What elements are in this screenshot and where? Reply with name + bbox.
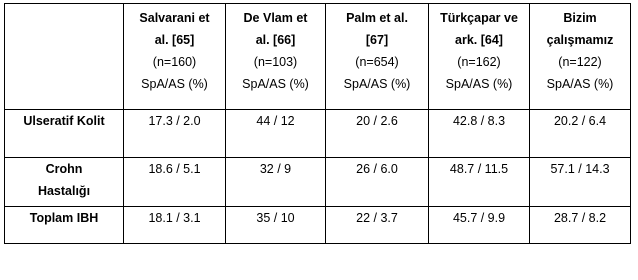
corner-cell xyxy=(5,4,124,110)
column-header-salvarani xyxy=(124,4,226,110)
row-label-line1: Ulseratif Kolit xyxy=(23,114,105,128)
table-cell: 18.6 / 5.1 xyxy=(124,158,226,207)
column-metric: SpA/AS (%) xyxy=(546,77,614,91)
row-label xyxy=(5,207,124,244)
table-cell: 57.1 / 14.3 xyxy=(530,158,631,207)
column-metric: SpA/AS (%) xyxy=(343,77,411,91)
column-metric: SpA/AS (%) xyxy=(242,77,309,91)
table-cell: 26 / 6.0 xyxy=(326,158,429,207)
table-cell: 35 / 10 xyxy=(226,207,326,244)
column-title-line1: Salvarani et xyxy=(139,11,210,25)
table-cell: 28.7 / 8.2 xyxy=(530,207,631,244)
table-cell: 20.2 / 6.4 xyxy=(530,110,631,158)
column-header-palm xyxy=(326,4,429,110)
column-sample-size: (n=162) xyxy=(457,55,501,69)
column-title-line1: Palm et al. xyxy=(346,11,408,25)
column-title-line2: al. [66] xyxy=(255,33,296,47)
column-sample-size: (n=160) xyxy=(152,55,197,69)
column-sample-size: (n=654) xyxy=(355,55,399,69)
row-label-line1: Crohn xyxy=(45,162,83,176)
table-cell: 32 / 9 xyxy=(226,158,326,207)
column-title-line1: Bizim xyxy=(563,11,597,25)
table-row-crohn xyxy=(5,158,631,207)
table-cell: 17.3 / 2.0 xyxy=(124,110,226,158)
column-header-bizim xyxy=(530,4,631,110)
table-cell: 42.8 / 8.3 xyxy=(429,110,530,158)
comparison-table xyxy=(4,3,631,244)
column-metric: SpA/AS (%) xyxy=(141,77,208,91)
column-title-line2: [67] xyxy=(365,33,389,47)
table-row-ulseratif-kolit xyxy=(5,110,631,158)
table-cell: 18.1 / 3.1 xyxy=(124,207,226,244)
row-label-line1: Toplam IBH xyxy=(29,211,99,225)
table-cell: 22 / 3.7 xyxy=(326,207,429,244)
column-title-line2: çalışmamız xyxy=(546,33,614,47)
column-title-line1: De Vlam et xyxy=(243,11,308,25)
row-label xyxy=(5,110,124,158)
column-metric: SpA/AS (%) xyxy=(445,77,513,91)
header-row xyxy=(5,4,631,110)
table-cell: 44 / 12 xyxy=(226,110,326,158)
table-row-toplam-ibh xyxy=(5,207,631,244)
column-sample-size: (n=103) xyxy=(253,55,298,69)
row-label xyxy=(5,158,124,207)
table-cell: 45.7 / 9.9 xyxy=(429,207,530,244)
column-sample-size: (n=122) xyxy=(558,55,602,69)
table-cell: 48.7 / 11.5 xyxy=(429,158,530,207)
column-title-line2: al. [65] xyxy=(154,33,195,47)
column-header-devlam xyxy=(226,4,326,110)
row-label-line2: Hastalığı xyxy=(37,184,91,198)
column-title-line2: ark. [64] xyxy=(455,33,503,47)
column-header-turkcapar xyxy=(429,4,530,110)
table-cell: 20 / 2.6 xyxy=(326,110,429,158)
column-title-line1: Türkçapar ve xyxy=(440,11,518,25)
